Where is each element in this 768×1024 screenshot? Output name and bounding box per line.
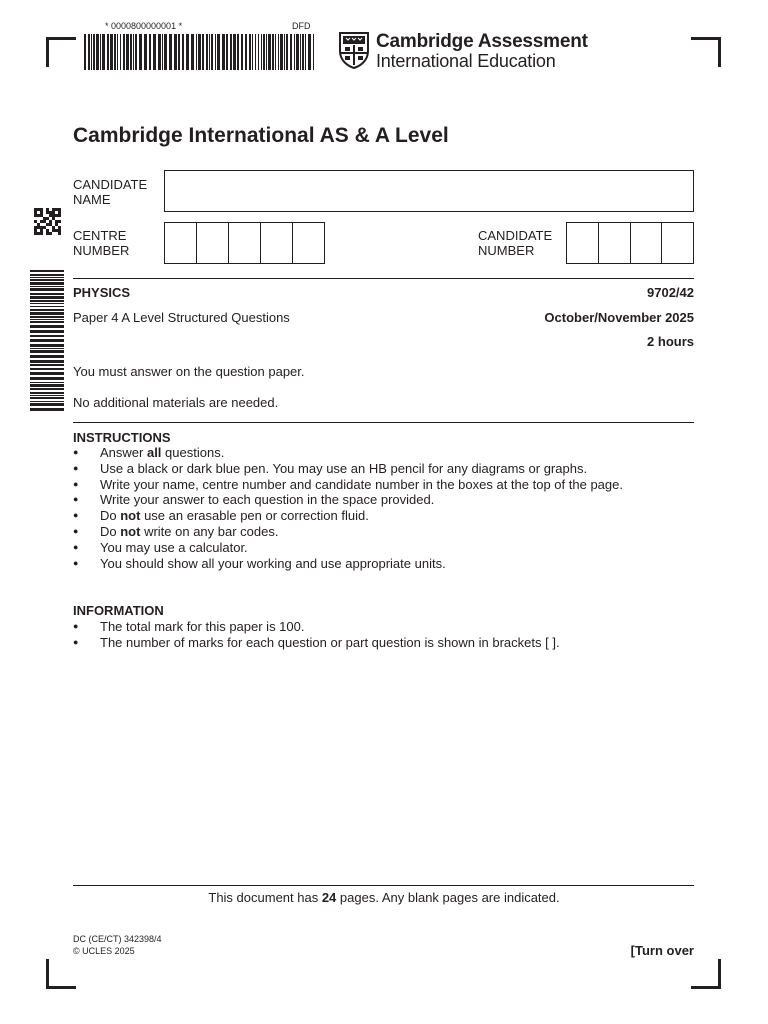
digit-cell[interactable] (229, 223, 261, 263)
information-heading: INFORMATION (73, 603, 164, 618)
instruction-item: ● Do not write on any bar codes. (73, 524, 623, 540)
logo-line-1: Cambridge Assessment (376, 31, 588, 52)
page-count-note (0, 890, 768, 905)
paper-code: 9702/42 (647, 285, 694, 300)
instructions-list (73, 445, 623, 571)
text: This document has (208, 890, 322, 905)
instruction-item: ● You may use a calculator. (73, 540, 623, 556)
qr-code-icon (34, 208, 61, 235)
instruction-item: ● You should show all your working and use appropriate units. (73, 556, 623, 572)
digit-cell[interactable] (567, 223, 599, 263)
subject: PHYSICS (73, 285, 131, 300)
digit-cell[interactable] (631, 223, 663, 263)
corner-mark-icon (691, 37, 721, 67)
materials-note: No additional materials are needed. (73, 395, 279, 410)
corner-mark-icon (46, 37, 76, 67)
centre-number-label (73, 228, 129, 258)
digit-cell[interactable] (662, 223, 693, 263)
barcode-icon (30, 270, 64, 412)
digit-cell[interactable] (599, 223, 631, 263)
label-line: NAME (73, 192, 111, 207)
barcode-text: * 0000800000001 * (105, 21, 183, 31)
document-ref: DC (CE/CT) 342398/4 (73, 934, 162, 944)
turn-over: [Turn over (630, 943, 694, 958)
paper-description: Paper 4 A Level Structured Questions (73, 310, 290, 325)
candidate-number-field[interactable] (566, 222, 694, 264)
instruction-item: ● Write your answer to each question in the space provided. (73, 492, 623, 508)
instructions-heading: INSTRUCTIONS (73, 430, 171, 445)
corner-mark-icon (46, 959, 76, 989)
divider (73, 885, 694, 886)
candidate-number-label (478, 228, 552, 258)
candidate-name-label (73, 177, 147, 207)
digit-cell[interactable] (165, 223, 197, 263)
copyright: © UCLES 2025 (73, 946, 135, 956)
page-count: 24 (321, 890, 337, 905)
text: pages. Any blank pages are indicated. (336, 890, 560, 905)
page-title: Cambridge International AS & A Level (73, 124, 449, 147)
label-line: NUMBER (73, 243, 130, 258)
exam-duration: 2 hours (647, 334, 694, 349)
cambridge-logo (338, 31, 588, 71)
instruction-item: ● Answer all questions. (73, 445, 623, 461)
label-line: CANDIDATE (73, 177, 148, 192)
candidate-name-field[interactable] (164, 170, 694, 212)
instruction-item: ● Do not use an erasable pen or correction fluid. (73, 508, 623, 524)
answer-note: You must answer on the question paper. (73, 364, 305, 379)
logo-line-2: International Education (376, 51, 556, 71)
label-line: CENTRE (73, 228, 127, 243)
dfd-label: DFD (292, 21, 311, 31)
label-line: CANDIDATE (478, 228, 553, 243)
centre-number-field[interactable] (164, 222, 325, 264)
digit-cell[interactable] (261, 223, 293, 263)
instruction-item: ● Write your name, centre number and candidate number in the boxes at the top of the page. (73, 477, 623, 493)
digit-cell[interactable] (293, 223, 324, 263)
barcode-icon (84, 34, 314, 70)
instruction-item: ● Use a black or dark blue pen. You may use an HB pencil for any diagrams or graphs. (73, 461, 623, 477)
exam-session: October/November 2025 (544, 310, 694, 325)
cambridge-shield-icon (338, 31, 370, 69)
divider (73, 278, 694, 279)
corner-mark-icon (691, 959, 721, 989)
divider (73, 422, 694, 423)
information-item: ● The total mark for this paper is 100. (73, 619, 560, 635)
information-list (73, 619, 560, 651)
digit-cell[interactable] (197, 223, 229, 263)
label-line: NUMBER (478, 243, 535, 258)
information-item: ● The number of marks for each question or part question is shown in brackets [ ]. (73, 635, 560, 651)
